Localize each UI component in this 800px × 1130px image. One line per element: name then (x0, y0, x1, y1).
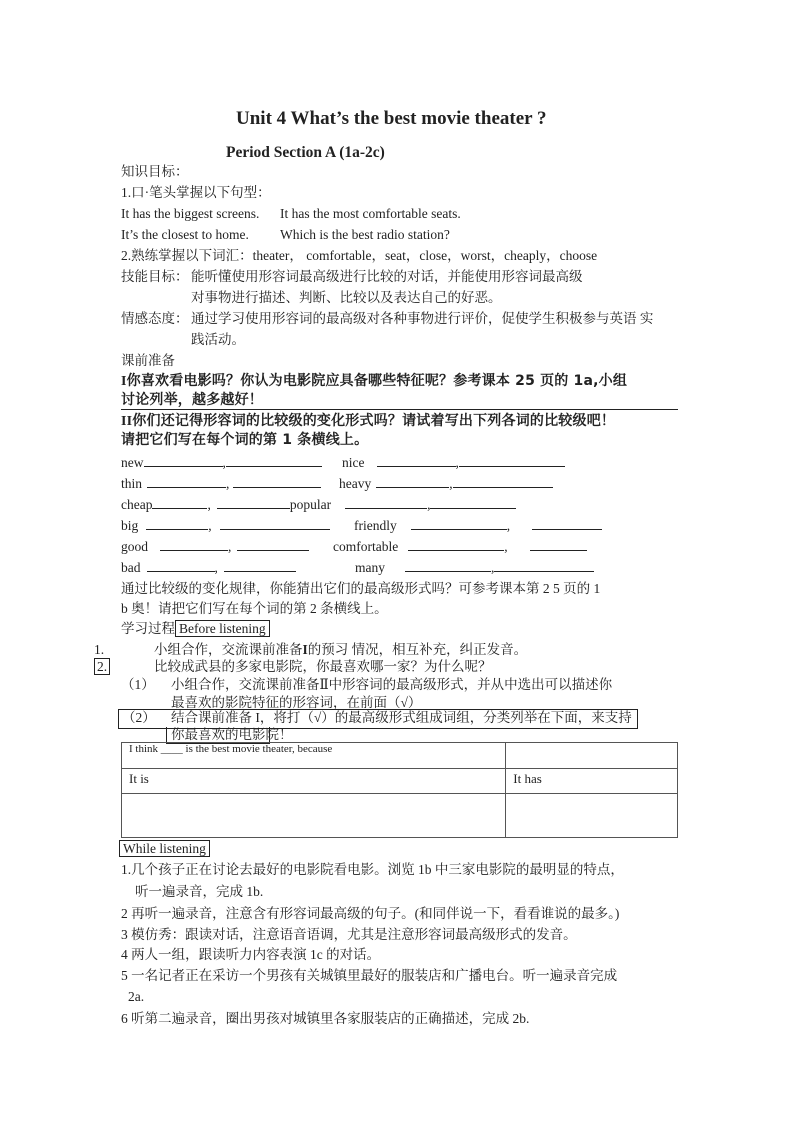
part2-text: 你们还记得形容词的比较级的变化形式吗？请试着写出下列各词的比较级吧！ (132, 413, 616, 429)
while-item5-line1: 5 一名记者正在采访一个男孩有关城镇里最好的服装店和广播电台。听一遍录音完成 (121, 968, 618, 983)
page-subtitle: Period Section A (1a-2c) (226, 144, 385, 161)
while-listening-row (119, 840, 210, 858)
process-row (121, 620, 270, 638)
while-listening-label: While listening (119, 840, 210, 857)
blank-friendly-2[interactable] (532, 516, 602, 530)
table-col-it-has: It has (506, 769, 678, 794)
blank-new-1[interactable] (144, 453, 223, 467)
blank-bad-1[interactable] (147, 558, 215, 572)
step2-number-box (94, 658, 110, 676)
blank-new-2[interactable] (226, 453, 322, 467)
word-row-friendly: friendly , (354, 516, 602, 535)
while-item5-line2: 2a. (128, 989, 145, 1004)
while-item6: 6 听第二遍录音，圈出男孩对城镇里各家服装店的正确描述，完成 2b. (121, 1011, 530, 1026)
table-cell-it-is[interactable] (122, 794, 506, 838)
objective-item-1: 1.口·笔头掌握以下句型： (121, 185, 271, 200)
before-listening-label: Before listening (175, 620, 270, 637)
preview-after-line2: b 奥！请把它们写在每个词的第 2 条横线上。 (121, 601, 388, 616)
while-item3: 3 模仿秀：跟读对话，注意语音语调，尤其是注意形容词最高级形式的发音。 (121, 927, 577, 942)
objectives-heading: 知识目标： (121, 164, 189, 179)
divider (121, 409, 678, 410)
blank-many-2[interactable] (494, 558, 594, 572)
part1-marker: I (121, 374, 127, 389)
word-row-good: good , (121, 537, 309, 556)
word-row-bad: bad , (121, 558, 296, 577)
blank-big-1[interactable] (146, 516, 208, 530)
blank-thin-1[interactable] (147, 474, 226, 488)
word-friendly: friendly (354, 518, 397, 533)
sub2-line2: 你最喜欢的电影院！ (171, 727, 293, 742)
sentence-2: It has the most comfortable seats. (280, 206, 461, 221)
preview-part2-line1 (121, 412, 615, 431)
sentence-1: It has the biggest screens. (121, 206, 260, 221)
word-row-thin: thin , (121, 474, 321, 493)
word-good: good (121, 539, 148, 554)
skills-label: 技能目标： (121, 269, 189, 284)
preview-part1-line2: 讨论列举，越多越好！ (121, 392, 263, 408)
part1-text: 你喜欢看电影吗？你认为电影院应具备哪些特征呢？参考课本 25 页的 1a,小组 (126, 373, 628, 389)
sub2-line1: 结合课前准备 I，将打（√）的最高级形式组成词组，分类列举在下面，来支持 (171, 710, 632, 725)
sub1-line1: 小组合作，交流课前准备Ⅱ中形容词的最高级形式，并从中选出可以描述你 (171, 677, 613, 692)
while-item2: 2 再听一遍录音，注意含有形容词最高级的句子。(和同伴说一下，看看谁说的最多。) (121, 906, 620, 921)
table-header-empty (506, 743, 678, 769)
step2-text: 比较成武县的多家电影院，你最喜欢哪一家？为什么呢？ (154, 659, 492, 674)
word-comfortable: comfortable (333, 539, 399, 554)
word-heavy: heavy (339, 476, 372, 491)
while-item1-line2: 听一遍录音，完成 1b. (135, 884, 264, 899)
word-row-nice: nice , (342, 453, 565, 472)
step2-number: 2. (94, 658, 110, 675)
attitude-label: 情感态度： (121, 311, 189, 326)
while-item1-line1: 1.几个孩子正在讨论去最好的电影院看电影。浏览 1b 中三家电影院的最明显的特点， (121, 862, 624, 877)
preview-after-line1: 通过比较级的变化规律，你能猜出它们的最高级形式吗？可参考课本第 2 5 页的 1 (121, 581, 601, 596)
blank-many-1[interactable] (405, 558, 491, 572)
blank-nice-1[interactable] (377, 453, 456, 467)
word-thin: thin (121, 476, 143, 491)
word-row-comfortable: comfortable , (333, 537, 587, 556)
sentence-4: Which is the best radio station? (280, 227, 450, 242)
cinema-table (121, 742, 678, 838)
sub1-number: （1） (121, 677, 155, 692)
objective-item-2: 2.熟练掌握以下词汇：theater， comfortable，seat，close，worst，cheaply，choose (121, 248, 598, 263)
word-new: new (121, 455, 144, 470)
attitude-line-1: 通过学习使用形容词的最高级对各种事物进行评价，促使学生积极参与英语 实 (191, 311, 654, 326)
preview-heading: 课前准备 (121, 353, 175, 368)
step1-marker: I (302, 642, 308, 657)
word-row-new: new , (121, 453, 322, 472)
word-popular: popular (289, 497, 332, 512)
step1-number: 1. (94, 642, 105, 657)
attitude-line-2: 践活动。 (191, 332, 245, 347)
blank-big-2[interactable] (220, 516, 330, 530)
blank-good-2[interactable] (237, 537, 309, 551)
part2-marker: II (121, 414, 133, 429)
blank-cheap-1[interactable] (152, 495, 207, 509)
word-row-many: many , (355, 558, 594, 577)
page-title: Unit 4 What’s the best movie theater ? (236, 108, 547, 129)
table-cell-it-has[interactable] (506, 794, 678, 838)
skills-line-1: 能听懂使用形容词最高级进行比较的对话，并能使用形容词最高级 (191, 269, 583, 284)
preview-part2-line2: 请把它们写在每个词的第 1 条横线上。 (121, 432, 369, 448)
blank-comfortable-2[interactable] (530, 537, 587, 551)
word-row-heavy: heavy , (339, 474, 553, 493)
blank-heavy-1[interactable] (376, 474, 449, 488)
preview-part1-line1 (121, 372, 627, 391)
blank-thin-2[interactable] (233, 474, 321, 488)
word-many: many (355, 560, 385, 575)
step1-text: 小组合作，交流课前准备I的预习 情况，相互补充，纠正发音。 (154, 642, 528, 657)
blank-good-1[interactable] (160, 537, 228, 551)
blank-nice-2[interactable] (459, 453, 565, 467)
blank-popular-1[interactable] (345, 495, 427, 509)
sub1-line2: 最喜欢的影院特征的形容词，在前面（√） (171, 695, 422, 710)
while-item4: 4 两人一组，跟读听力内容表演 1c 的对话。 (121, 947, 381, 962)
word-bad: bad (121, 560, 141, 575)
word-row-cheap: cheap , popular , (121, 495, 516, 514)
blank-comfortable-1[interactable] (408, 537, 504, 551)
sentence-3: It’s the closest to home. (121, 227, 249, 242)
blank-cheap-2[interactable] (217, 495, 290, 509)
blank-friendly-1[interactable] (411, 516, 507, 530)
table-header: I think ____ is the best movie theater, because (122, 743, 506, 769)
blank-heavy-2[interactable] (453, 474, 553, 488)
blank-bad-2[interactable] (224, 558, 296, 572)
skills-line-2: 对事物进行描述、判断、比较以及表达自己的好恶。 (191, 290, 502, 305)
table-col-it-is: It is (122, 769, 506, 794)
process-label: 学习过程 (121, 621, 175, 636)
word-cheap: cheap (121, 497, 153, 512)
word-row-big: big , (121, 516, 330, 535)
word-big: big (121, 518, 139, 533)
sub2-number: （2） (122, 710, 156, 725)
word-nice: nice (342, 455, 365, 470)
blank-popular-2[interactable] (430, 495, 516, 509)
